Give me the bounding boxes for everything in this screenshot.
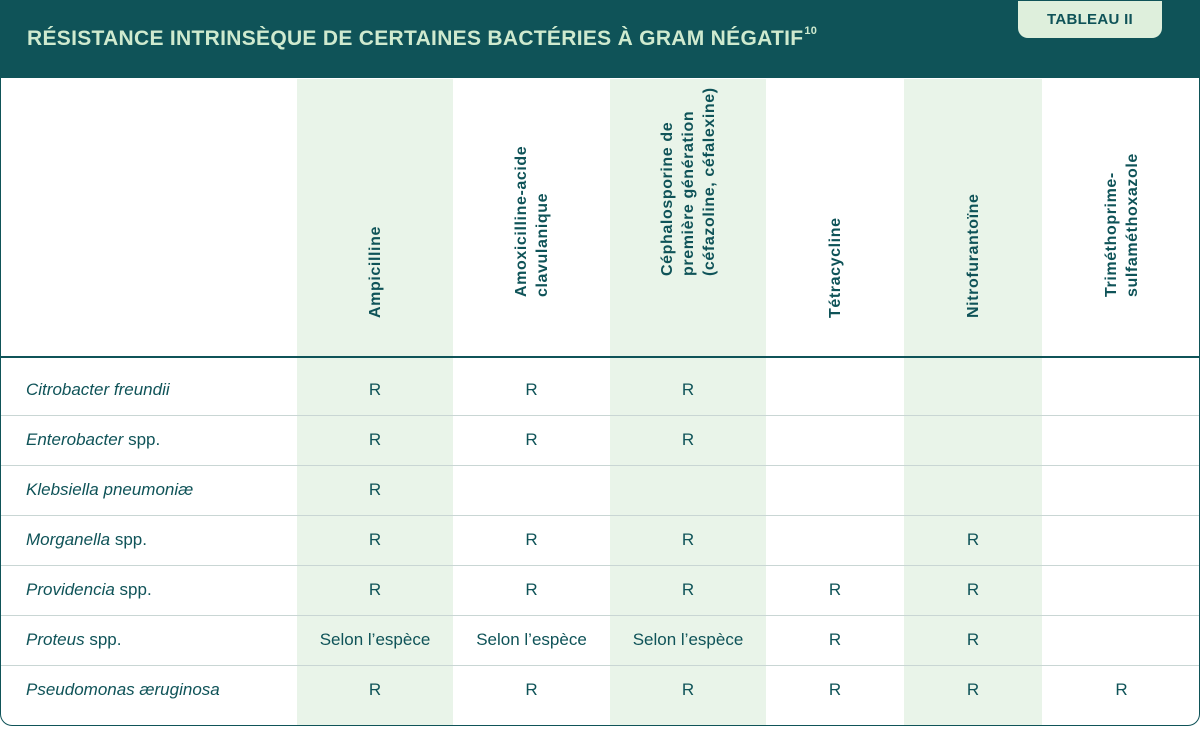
resistance-cell: Selon l’espèce xyxy=(632,630,744,649)
table-row xyxy=(1,515,1200,565)
resistance-cell: R xyxy=(525,680,538,699)
organism-genus: Pseudomonas æruginosa xyxy=(26,680,220,699)
resistance-cell: R xyxy=(828,630,842,649)
column-header-label: Triméthoprime- sulfaméthoxazole xyxy=(1102,153,1141,297)
resistance-cell: R xyxy=(966,680,980,699)
organism-genus: Morganella xyxy=(26,530,111,549)
resistance-cell: R xyxy=(368,580,382,599)
resistance-cell: R xyxy=(368,680,382,699)
resistance-cell: R xyxy=(966,530,980,549)
organism-genus: Proteus xyxy=(26,630,85,649)
column-header xyxy=(904,79,1042,357)
resistance-cell: R xyxy=(525,580,538,599)
table-row xyxy=(1,415,1200,465)
organism-suffix: spp. xyxy=(84,630,122,649)
table-row xyxy=(1,465,1200,515)
organism-name xyxy=(26,515,147,565)
resistance-cell: R xyxy=(681,580,695,599)
header-divider xyxy=(1,356,1200,358)
organism-genus: Klebsiella pneumoniæ xyxy=(26,480,194,499)
organism-genus: Enterobacter xyxy=(26,430,124,449)
table-header-bar xyxy=(1,1,1200,78)
resistance-cell: R xyxy=(681,430,695,449)
resistance-cell: R xyxy=(368,380,382,399)
column-header-label: Tétracycline xyxy=(826,217,844,318)
resistance-cell: Selon l’espèce xyxy=(476,630,587,649)
column-header-label: Céphalosporine de première génération (céfazoline, céfalexine) xyxy=(658,87,718,276)
column-header-label: Nitrofurantoïne xyxy=(964,193,982,318)
table-row xyxy=(1,365,1200,415)
table-row xyxy=(1,565,1200,615)
table-row xyxy=(1,615,1200,665)
organism-name xyxy=(26,415,160,465)
organism-name xyxy=(26,465,193,515)
column-header xyxy=(1042,79,1200,357)
resistance-cell: R xyxy=(525,380,538,399)
resistance-cell: R xyxy=(1115,680,1128,699)
table-row xyxy=(1,665,1200,715)
resistance-cell: R xyxy=(525,430,538,449)
organism-name xyxy=(26,365,170,415)
column-header-label: Ampicilline xyxy=(366,226,384,318)
table-title: RÉSISTANCE INTRINSÈQUE DE CERTAINES BACTÉRIES À GRAM NÉGATIF$^{10}$ xyxy=(27,25,818,50)
column-header-label: Amoxicilline-acide clavulanique xyxy=(512,145,551,297)
organism-name xyxy=(26,565,152,615)
organism-suffix: spp. xyxy=(114,580,152,599)
resistance-cell: R xyxy=(368,480,382,499)
organism-genus: Citrobacter freundii xyxy=(26,380,170,399)
resistance-cell: R xyxy=(828,680,842,699)
organism-name xyxy=(26,665,220,715)
resistance-cell: R xyxy=(966,630,980,649)
organism-genus: Providencia xyxy=(26,580,115,599)
resistance-cell: R xyxy=(368,430,382,449)
resistance-cell: R xyxy=(681,530,695,549)
organism-suffix: spp. xyxy=(110,530,147,549)
resistance-cell: R xyxy=(828,580,842,599)
column-header xyxy=(453,79,610,357)
column-header xyxy=(297,79,453,357)
resistance-cell: R xyxy=(681,380,695,399)
column-header xyxy=(610,79,766,357)
title-reference: 10 xyxy=(804,25,818,37)
resistance-cell: R xyxy=(966,580,980,599)
resistance-cell: R xyxy=(681,680,695,699)
resistance-cell: R xyxy=(525,530,538,549)
table-number-tag: TABLEAU II xyxy=(1018,1,1162,38)
organism-name xyxy=(26,615,121,665)
column-header xyxy=(766,79,904,357)
resistance-cell: R xyxy=(368,530,382,549)
resistance-cell: Selon l’espèce xyxy=(319,630,431,649)
organism-suffix: spp. xyxy=(123,430,161,449)
